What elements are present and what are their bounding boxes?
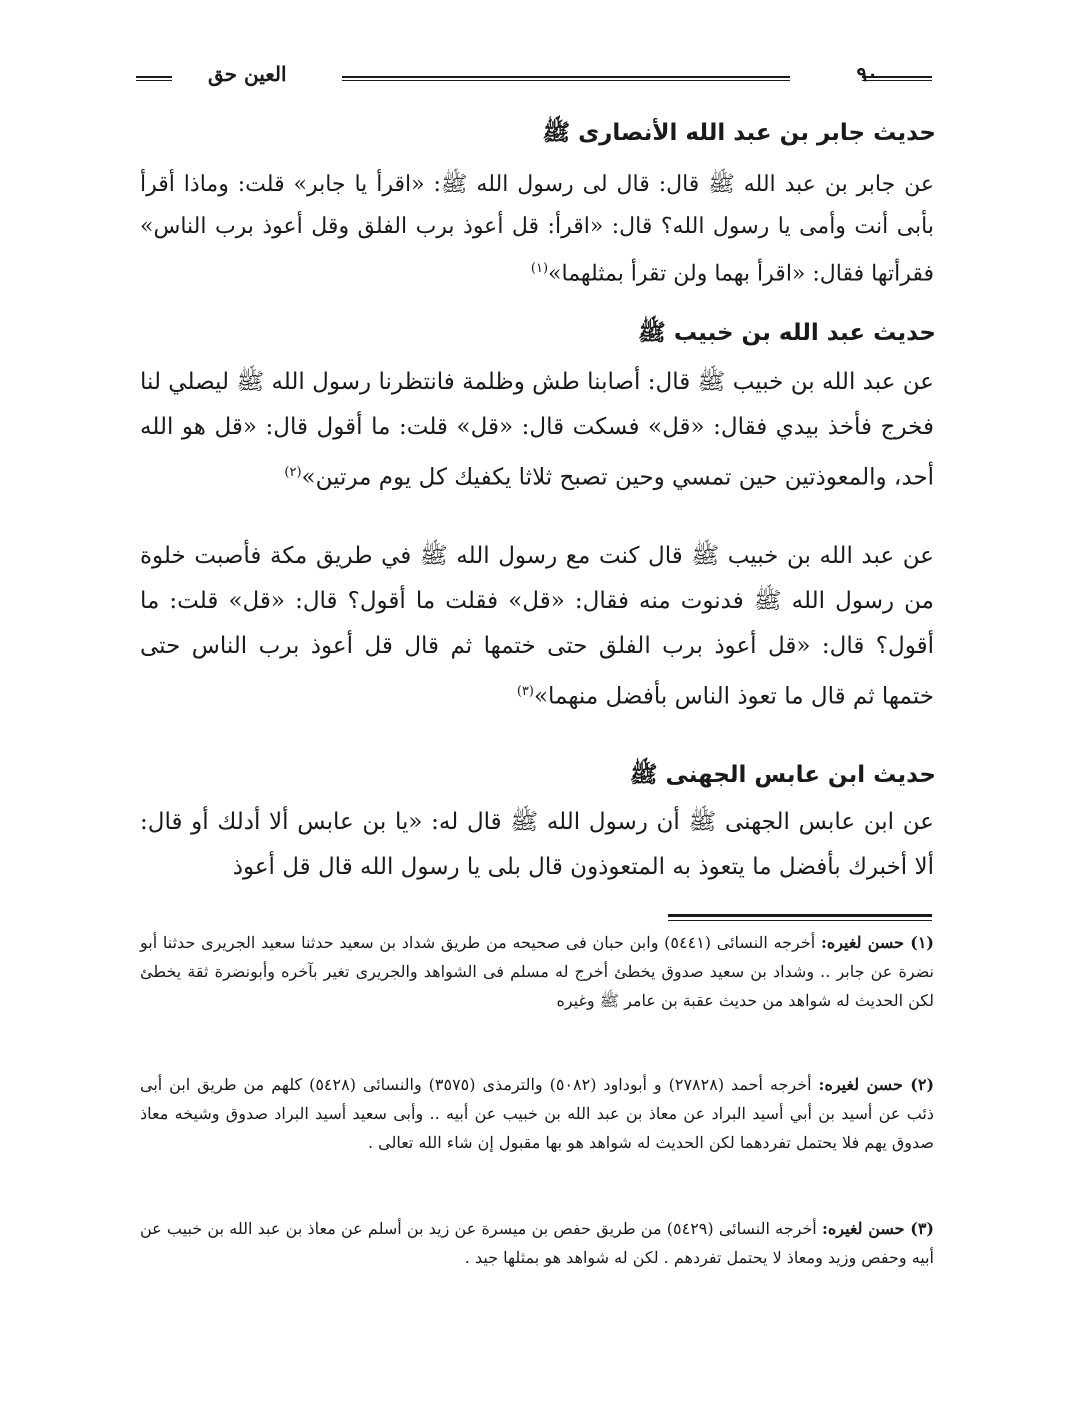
footnote-ref: (٢) bbox=[284, 465, 302, 480]
footnote-ref: (١) bbox=[530, 261, 549, 276]
footnote-separator bbox=[668, 914, 932, 917]
running-header bbox=[136, 62, 932, 96]
footnote-label: (١) حسن لغيره: bbox=[820, 933, 934, 952]
footnote-separator-thin bbox=[668, 920, 932, 921]
header-rule-right bbox=[862, 76, 932, 81]
header-rule-middle bbox=[342, 76, 790, 81]
footnote-label: (٣) حسن لغيره: bbox=[821, 1219, 934, 1238]
footnote-ref: (٣) bbox=[516, 684, 534, 699]
footnote-text: أخرجه النسائى (٥٤٢٩) من طريق حفص بن ميسرة عن زيد بن أسلم عن معاذ بن عبد الله بن خبيب عن أبيه وحفص وزيد ومعاذ لا يحتمل تفردهم . لكن له شواهد هو بمثلها جيد . bbox=[140, 1219, 934, 1267]
footnote-3 bbox=[140, 1214, 934, 1272]
footnote-label: (٢) حسن لغيره: bbox=[818, 1075, 935, 1094]
section-heading-ibn-abis: حديث ابن عابس الجهنى ﷺ bbox=[629, 762, 936, 788]
paragraph-text: عن عبد الله بن خبيب ﷺ قال: أصابنا طش وظلمة فانتظرنا رسول الله ﷺ ليصلي لنا فخرج فأخذ بيدي فقال: «قل» فسكت قال: «قل» قلت: ما أقول قال: «قل هو الله أحد، والمعوذتين حين تمسي وحين تصبح ثلاثا يكفيك كل يوم مرتين» bbox=[140, 369, 934, 491]
footnote-text: أخرجه النسائى (٥٤٤١) وابن حبان فى صحيحه من طريق شداد بن سعيد حدثنا سعيد الجريرى حدثنا أبو نضرة عن جابر .. وشداد بن سعيد صدوق يخطئ أخرج له مسلم فى الشواهد والجريرى تغير بآخره وأبونضرة ثقة يخطئ لكن الحديث له شواهد من حديث عقبة بن عامر ﷺ وغيره bbox=[140, 933, 934, 1010]
section-heading-abdullah-khubaib: حديث عبد الله بن خبيب ﷺ bbox=[638, 320, 936, 346]
footnote-2 bbox=[140, 1070, 934, 1157]
running-title: العين حق bbox=[208, 62, 287, 86]
paragraph-text: عن جابر بن عبد الله ﷺ قال: قال لى رسول الله ﷺ: «اقرأ يا جابر» قلت: وماذا أقرأ بأبى أنت وأمى يا رسول الله؟ قال: «اقرأ: قل أعوذ برب الفلق وقل أعوذ برب الناس» فقرأتها فقال: «اقرأ بهما ولن تقرأ بمثلهما» bbox=[140, 172, 934, 287]
paragraph-abdullah-1 bbox=[140, 360, 934, 501]
footnote-1 bbox=[140, 928, 934, 1015]
page-number: ٩٠ bbox=[856, 62, 878, 86]
footnote-text: أخرجه أحمد (٢٧٨٢٨) و أبوداود (٥٠٨٢) والترمذى (٣٥٧٥) والنسائى (٥٤٢٨) كلهم من طريق ابن أبى ذئب عن أسيد بن أبي أسيد البراد عن معاذ بن عبد الله بن خبيب عن أبيه .. وأبى سعيد أسيد البراد صدوق وشيخه معاذ صدوق يهم فلا يحتمل تفردهما لكن الحديث له شواهد هو بها مقبول إن شاء الله تعالى . bbox=[140, 1075, 934, 1152]
section-heading-jabir: حديث جابر بن عبد الله الأنصارى ﷺ bbox=[542, 120, 936, 146]
paragraph-jabir bbox=[140, 164, 934, 295]
paragraph-abdullah-2 bbox=[140, 534, 934, 720]
header-rule-left bbox=[136, 76, 172, 81]
paragraph-ibn-abis: عن ابن عابس الجهنى ﷺ أن رسول الله ﷺ قال له: «يا بن عابس ألا أدلك أو قال: ألا أخبرك بأفضل ما يتعوذ به المتعوذون قال بلى يا رسول الله قال قل أعوذ bbox=[140, 809, 934, 880]
paragraph-text: عن عبد الله بن خبيب ﷺ قال كنت مع رسول الله ﷺ في طريق مكة فأصبت خلوة من رسول الله ﷺ فدنوت منه فقال: «قل» فقلت ما أقول؟ قال: «قل» قلت: ما أقول؟ قال: «قل أعوذ برب الفلق حتى ختمها ثم قال قل أعوذ برب الناس حتى ختمها ثم قال ما تعوذ الناس بأفضل منهما» bbox=[140, 543, 934, 710]
